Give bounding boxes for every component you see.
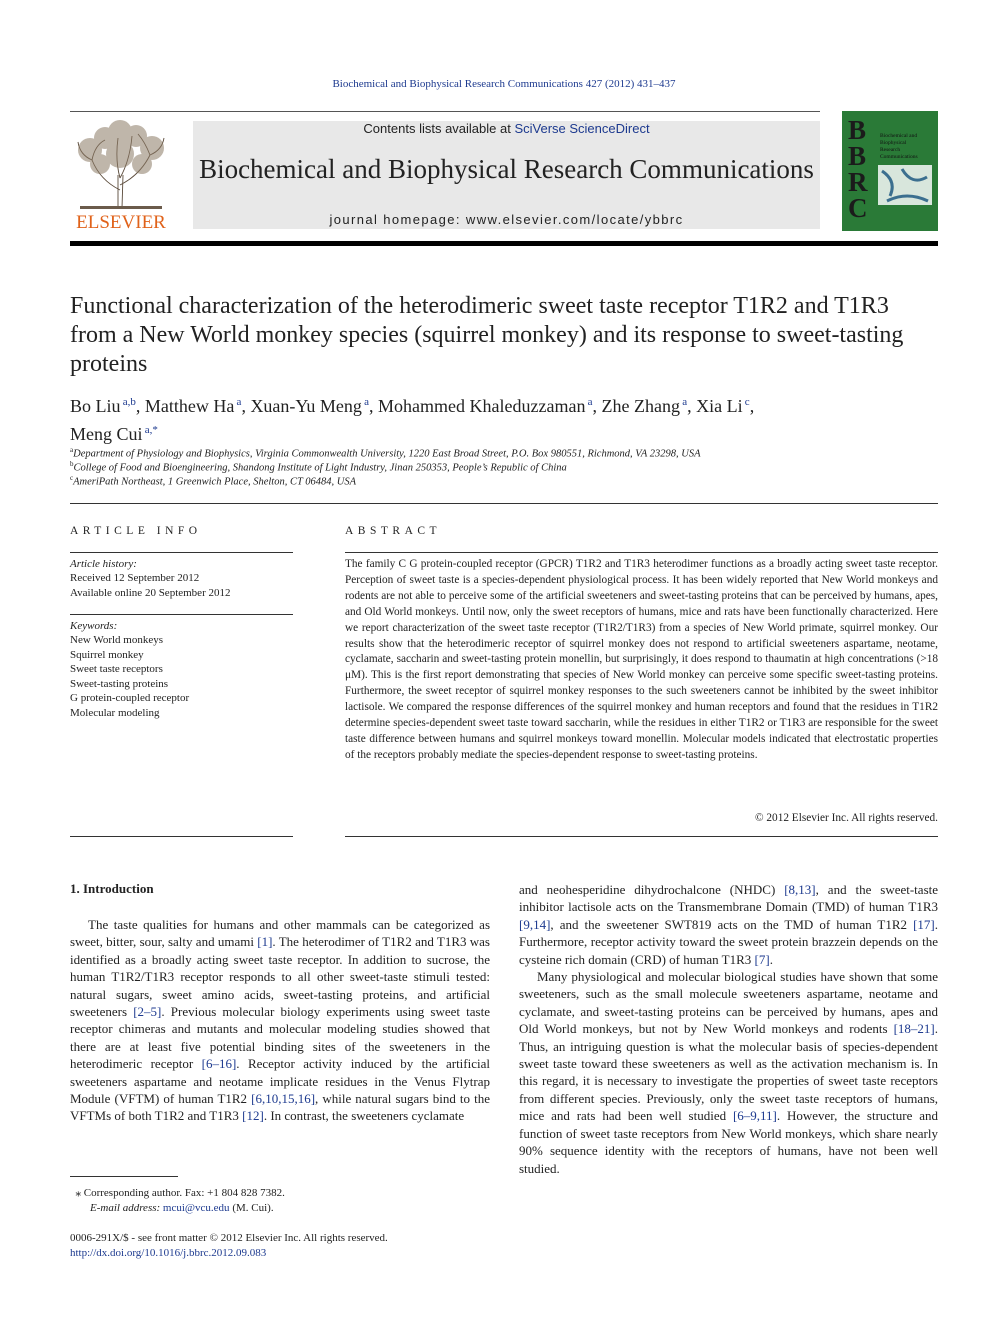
cover-letter-3: R [848,167,868,197]
journal-reference-link[interactable]: Biochemical and Biophysical Research Communications 427 (2012) 431–437 [332,78,676,90]
article-info-rule [70,552,293,553]
author-separator: , [592,396,602,416]
author-name: Mohammed Khaleduzzaman [378,396,586,416]
abstract-copyright: © 2012 Elsevier Inc. All rights reserved. [754,812,938,824]
intro-paragraph-1-continued [519,881,938,968]
body-text: . Thus, an intriguing question is what the molecular basis of species-dependent sweet taste toward these sweeteners as well as the activation mechanism is. In this regard, it is necessary to investigate the properties of sweet taste receptors from different species. Previously, only the sweet taste receptors of humans, mice and rats had been well studied [519,1021,938,1124]
author-affiliation-marker[interactable]: a [680,396,688,408]
intro-paragraph-1 [70,916,490,1125]
journal-cover-image [842,111,938,231]
keyword-item: Squirrel monkey [70,648,144,661]
title-block-rule [70,503,938,504]
body-text: , and the sweetener SWT819 acts on the TMD of human T1R2 [550,916,914,932]
body-text: Many physiological and molecular biological studies have shown that some sweeteners, such as the small molecule sweeteners aspartame, neotame and cyclamate, and sweet-tasting proteins can be perceived by humans, apes and Old World monkeys, but not by New World monkeys and rodents [519,969,938,1037]
received-date: Received 12 September 2012 [70,572,200,584]
body-text: . Furthermore, receptor activity toward the sweet protein brazzein depends on the cysteine rich domain (CRD) of human T1R3 [519,916,938,967]
author-name: Xuan-Yu Meng [250,396,362,416]
email-line [70,1201,285,1216]
email-label: E-mail address: [90,1201,161,1214]
journal-homepage-link[interactable]: journal homepage: www.elsevier.com/locate/ybbrc [329,212,684,227]
affiliation-c: $^c$AmeriPath Northeast, 1 Greenwich Place, Shelton, CT 06484, USA [70,474,356,488]
header-bottom-rule [70,241,938,246]
keyword-list [70,633,293,720]
author-list [70,390,940,446]
contents-prefix: Contents lists available at [363,121,515,136]
bbrc-cover-icon [842,111,938,231]
body-text: , while natural sugars bind to the VFTMs of both T1R2 and T1R3 [70,1091,490,1124]
author-separator: , [369,396,379,416]
abstract-bottom-rule [345,836,938,837]
svg-text:Research: Research [880,147,901,153]
corresponding-line [70,1186,285,1201]
author-affiliation-marker[interactable]: a,b [120,396,136,408]
author-name: Xia Li [696,396,743,416]
keyword-item: G protein-coupled receptor [70,692,190,704]
svg-text:Biochemical and: Biochemical and [880,133,918,139]
body-text: . Previous molecular biology experiments using sweet taste receptor chimeras and mutants and molecular modeling studies showed that there are at least five potential binding sites of the sweeteners in the heterodimeric receptor [70,1004,491,1072]
keyword-item: Sweet taste receptors [70,663,163,675]
citation-link[interactable]: [17] [913,916,935,932]
author-name: Bo Liu [70,396,121,416]
body-text: . The heterodimer of T1R2 and T1R3 was identified as a broadly acting sweet taste receptor. In addition to sucrose, the human T1R2/T1R3 receptor responds to all other sweet-taste stimuli tested: natural sugars, sweet amino acids, sweet-tasting proteins, and artificial sweeteners [70,934,490,1020]
journal-title: Biochemical and Biophysical Research Communications [199,154,814,184]
author-email-link[interactable]: mcui@vcu.edu [162,1201,230,1214]
section-heading-introduction: 1. Introduction [70,881,154,896]
svg-text:Communications: Communications [880,154,918,160]
article-info-heading: ARTICLE INFO [70,525,202,537]
header-top-rule [70,111,820,112]
author-separator: , [687,396,697,416]
citation-link[interactable]: [8,13] [784,882,816,897]
citation-link[interactable]: [18–21] [893,1021,935,1037]
author-separator: , [135,396,145,416]
citation-link[interactable]: [6–16] [201,1056,237,1072]
keyword-item: New World monkeys [70,634,164,646]
available-date: Available online 20 September 2012 [70,587,231,599]
affiliation-a: $^a$Department of Physiology and Biophysics, Virginia Commonwealth University, 1220 East Broad Street, P.O. Box 980551, Richmond, VA 23298, USA [70,446,701,460]
citation-link[interactable]: [6,10,15,16] [251,1091,316,1107]
elsevier-logo [70,120,172,232]
cover-letter-1: B [848,115,867,145]
author-separator: , [749,396,755,416]
issn-line: 0006-291X/$ - see front matter © 2012 Elsevier Inc. All rights reserved. [70,1232,388,1244]
cover-letter-2: B [848,141,867,171]
article-title: Functional characterization of the heterodimeric sweet taste receptor T1R2 and T1R3 from a New World monkey species (squirrel monkey) and its response to sweet-tasting proteins [70,293,904,377]
svg-text:Biophysical: Biophysical [880,140,907,146]
body-text: . In contrast, the sweeteners cyclamate [263,1108,465,1124]
body-text: , and the sweet-taste inhibitor lactisole acts on the Transmembrane Domain (TMD) of human T1R3 [519,882,939,915]
abstract-heading: ABSTRACT [345,525,442,537]
author-separator: , [241,396,251,416]
keywords-rule [70,614,293,615]
author-affiliation-marker[interactable]: c [742,396,750,408]
citation-link[interactable]: [7] [754,951,770,967]
cover-letter-4: C [848,193,868,223]
elsevier-tree-icon [70,120,172,232]
body-text: . However, the structure and function of sweet taste receptors from New World monkeys, which share nearly 90% sequence identity with the receptors of humans, have not been well studied. [519,1108,938,1176]
front-matter [70,1231,388,1260]
intro-paragraph-2 [519,968,938,1177]
author-affiliation-marker[interactable]: a [585,396,593,408]
citation-link[interactable]: [2–5] [133,1004,162,1020]
footnote-star: ⁎ [75,1187,81,1199]
body-column-right [519,881,938,1177]
article-info-bottom-rule [70,836,293,837]
body-text: . Receptor activity induced by the artificial sweeteners aspartame and neotame implicate residues in the Venus Flytrap Module (VFTM) of human T1R2 [70,1056,490,1107]
keywords-label: Keywords: [70,620,118,632]
email-suffix: (M. Cui). [232,1201,274,1214]
elsevier-wordmark: ELSEVIER [76,212,166,232]
citation-link[interactable]: [6–9,11] [732,1108,777,1124]
author-name: Meng Cui [70,424,143,444]
footnote-rule [70,1176,178,1177]
author-affiliation-marker[interactable]: a [234,396,242,408]
keyword-item: Molecular modeling [70,706,160,719]
article-history-label: Article history: [70,558,137,570]
body-text: . [769,951,773,967]
abstract-text: The family C G protein-coupled receptor (GPCR) T1R2 and T1R3 heterodimer functions as a broadly acting sweet taste receptor. Perception of sweet taste is a species-dependent physiological process. It has been widely reported that New World monkeys and rodents are not able to perceive some of the artificial sweeteners and sweet-tasting proteins that can be perceived by humans, apes, and Old World monkeys. Until now, only the sweet receptors of humans, mice and rats have been functionally characterized. Here we report characterization of the sweet taste receptor (T1R2/T1R3) from a species of New World primate, squirrel monkey. Our results show that the heterodimeric receptor of squirrel monkey does not respond to artificial sweeteners aspartame, neotame, cyclamate, saccharin and sweet-tasting protein monellin, but surprisingly, it does respond to thaumatin at high concentrations (>18 μM). This is the first report demonstrating that species of New World monkey can perceive some specific sweet-tasting proteins. Furthermore, the sweet receptor of squirrel monkey responses to the such sweeteners cannot be inhibited by the sweet inhibitor lactisole. We compared the response differences of the squirrel monkey and human receptors and found that the residues in T1R2 determine species-dependent sweet taste toward saccharin, while the residues in either T1R2 or T1R3 are responsible for the sweet taste difference between humans and squirrel monkeys toward monellin. Molecular models indicated that electrostatic properties of the receptors probably mediate the species-dependent response to sweet-tasting proteins. [345,558,938,761]
affiliation-b: $^b$College of Food and Bioengineering, Shandong Institute of Light Industry, Jinan 250353, People’s Republic of China [70,460,567,474]
doi-link[interactable]: http://dx.doi.org/10.1016/j.bbrc.2012.09.083 [70,1246,267,1259]
author-affiliation-marker[interactable]: a,* [142,424,158,436]
body-column-left [70,916,490,1125]
contents-line [193,121,820,136]
author-affiliation-marker[interactable]: a [361,396,370,408]
keyword-item: Sweet-tasting proteins [70,677,169,690]
sciencedirect-link[interactable]: SciVerse ScienceDirect [514,121,650,136]
citation-link[interactable]: [12] [242,1108,264,1124]
corresponding-author-footnote [70,1186,285,1215]
author-name: Matthew Ha [144,396,235,416]
citation-link[interactable]: [9,14] [519,916,551,932]
body-text: and neohesperidine dihydrochalcone (NHDC) [519,882,785,897]
abstract-rule [345,552,938,553]
author-name: Zhe Zhang [601,396,680,416]
corresponding-text: Corresponding author. Fax: +1 804 828 7382. [83,1187,285,1199]
citation-link[interactable]: [1] [257,934,273,950]
body-text: The taste qualities for humans and other mammals can be categorized as sweet, bitter, sour, salty and umami [70,917,490,950]
